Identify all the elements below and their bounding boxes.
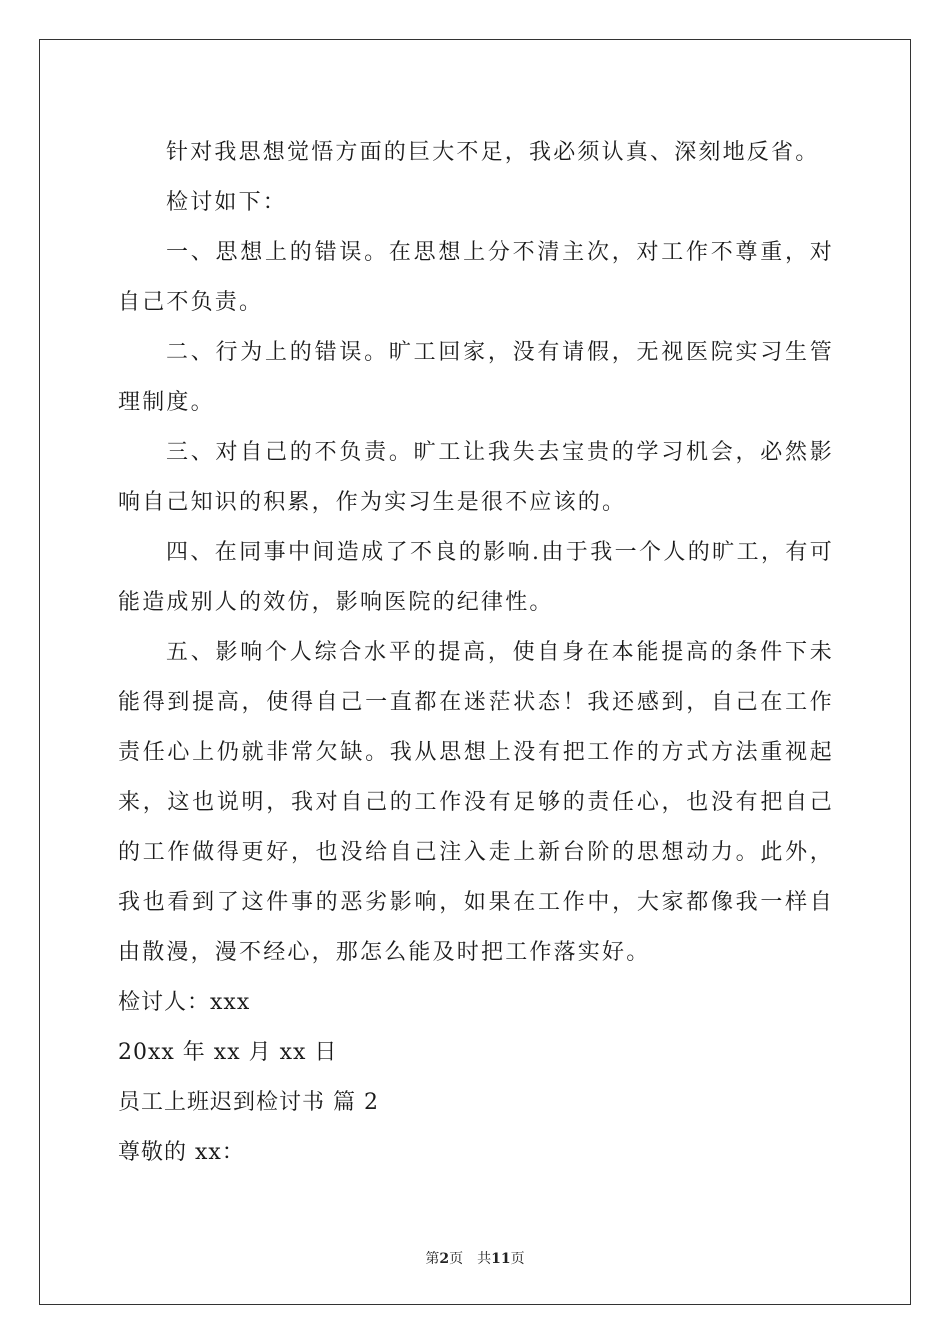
salutation: 尊敬的 xx： (118, 1140, 245, 1165)
signature-line: 检讨人：xxx (118, 990, 251, 1015)
footer-page-suffix: 页 (510, 1251, 525, 1267)
paragraph-point-4: 四、在同事中间造成了不良的影响.由于我一个人的旷工，有可能造成别人的效仿，影响医院的纪律性。 (118, 540, 834, 615)
paragraph-intro: 针对我思想觉悟方面的巨大不足，我必须认真、深刻地反省。 (166, 140, 820, 165)
paragraph-point-2: 二、行为上的错误。旷工回家，没有请假，无视医院实习生管理制度。 (118, 340, 834, 415)
next-section-title: 员工上班迟到检讨书 篇 2 (118, 1090, 379, 1115)
footer-page-mid: 页 共 (449, 1251, 492, 1267)
paragraph-point-3: 三、对自己的不负责。旷工让我失去宝贵的学习机会，必然影响自己知识的积累，作为实习生是很不应该的。 (118, 440, 834, 515)
footer-page-number: 2 (439, 1251, 450, 1267)
footer-page-prefix: 第 (425, 1251, 440, 1267)
page-footer (0, 1248, 950, 1268)
footer-total-pages: 11 (491, 1251, 511, 1267)
paragraph-point-1: 一、思想上的错误。在思想上分不清主次，对工作不尊重，对自己不负责。 (118, 240, 834, 315)
date-line: 20xx 年 xx 月 xx 日 (118, 1040, 338, 1065)
paragraph-point-5: 五、影响个人综合水平的提高，使自身在本能提高的条件下未能得到提高，使得自己一直都在迷茫状态！我还感到，自己在工作责任心上仍就非常欠缺。我从思想上没有把工作的方式方法重视起来，这也说明，我对自己的工作没有足够的责任心，也没有把自己的工作做得更好，也没给自己注入走上新台阶的思想动力。此外，我也看到了这件事的恶劣影响，如果在工作中，大家都像我一样自由散漫，漫不经心，那怎么能及时把工作落实好。 (118, 640, 834, 965)
paragraph-heading: 检讨如下： (166, 190, 288, 215)
document-body (118, 128, 834, 1178)
